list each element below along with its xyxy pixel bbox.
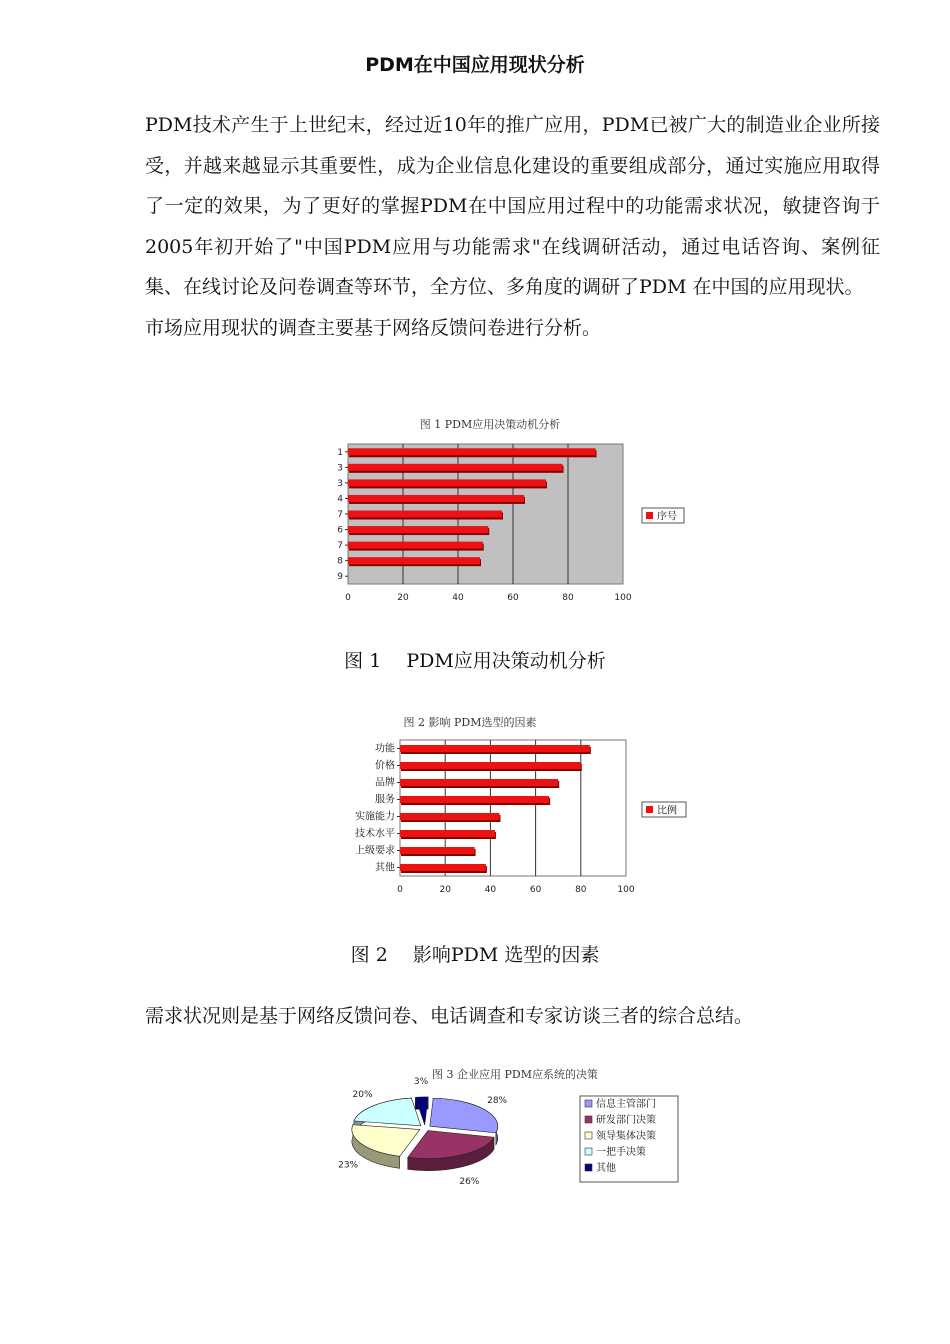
pie-slice-label: 23% <box>338 1160 359 1171</box>
bar <box>400 830 495 837</box>
legend <box>642 802 686 817</box>
y-category-label: 上级要求 <box>355 845 395 857</box>
pie-slice <box>354 1098 421 1126</box>
y-category-label: 3 <box>337 463 343 474</box>
bar <box>348 557 480 564</box>
y-category-label: 7 <box>337 510 343 520</box>
paragraph-demand <box>145 996 880 1037</box>
legend <box>580 1096 678 1182</box>
x-tick-label: 80 <box>575 885 587 895</box>
caption-figure-2: 图 2 影响PDM 选型的因素 <box>350 944 600 966</box>
y-category-label: 功能 <box>375 743 395 755</box>
x-tick-label: 40 <box>484 885 497 895</box>
bar <box>348 495 524 502</box>
y-category-label: 实施能力 <box>355 811 395 823</box>
legend-swatch <box>585 1100 592 1107</box>
x-tick-label: 60 <box>529 885 542 895</box>
y-category-label: 技术水平 <box>355 828 395 840</box>
y-category-label: 价格 <box>375 760 395 772</box>
chart-1-svg <box>330 410 690 615</box>
paragraph-demand-text: 需求状况则是基于网络反馈问卷、电话调查和专家访谈三者的综合总结。 <box>145 1005 754 1027</box>
caption-figure-1: 图 1 PDM应用决策动机分析 <box>344 650 606 672</box>
x-tick-label: 40 <box>452 593 464 603</box>
y-category-label: 1 <box>337 447 343 458</box>
legend-swatch <box>585 1164 592 1171</box>
bar <box>400 779 558 786</box>
legend <box>642 508 684 523</box>
y-category-label: 3 <box>337 478 343 489</box>
y-category-label: 品牌 <box>375 777 395 789</box>
pie-slice-label: 26% <box>459 1176 480 1187</box>
legend-swatch <box>585 1116 592 1123</box>
bar <box>400 762 581 769</box>
pie-slice-label: 20% <box>352 1090 373 1101</box>
pie-slice-label: 28% <box>487 1095 508 1106</box>
legend-label: 领导集体决策 <box>596 1131 656 1142</box>
chart-2-svg <box>330 708 700 908</box>
y-category-label: 8 <box>337 556 343 567</box>
bar <box>400 847 475 854</box>
legend-label: 研发部门决策 <box>596 1115 656 1126</box>
legend-label: 信息主管部门 <box>596 1099 656 1110</box>
legend-swatch <box>646 512 653 519</box>
x-tick-label: 100 <box>617 885 635 895</box>
chart-3 <box>330 1058 690 1193</box>
x-tick-label: 0 <box>397 885 403 895</box>
y-category-label: 4 <box>337 494 343 505</box>
bar <box>400 796 549 803</box>
x-tick-label: 0 <box>345 593 351 603</box>
bar <box>348 448 596 455</box>
legend-label: 其他 <box>596 1163 616 1174</box>
bar <box>400 864 486 871</box>
y-category-label: 服务 <box>375 794 395 806</box>
y-category-label: 9 <box>337 572 343 583</box>
legend-swatch <box>646 806 653 813</box>
body-text <box>145 105 880 348</box>
x-tick-label: 100 <box>614 593 632 603</box>
legend-swatch <box>585 1148 592 1155</box>
chart-1 <box>330 410 690 615</box>
x-tick-label: 80 <box>562 593 574 603</box>
bar <box>348 464 563 471</box>
x-tick-label: 60 <box>507 593 519 603</box>
bar <box>400 745 590 752</box>
chart-3-svg <box>330 1058 690 1193</box>
bar <box>348 542 483 549</box>
x-tick-label: 20 <box>439 885 451 895</box>
bar <box>400 813 499 820</box>
chart-title: 图 2 影响 PDM选型的因素 <box>403 716 537 729</box>
chart-2 <box>330 708 700 908</box>
pie-slice-label: 3% <box>413 1077 429 1088</box>
document-title: PDM在中国应用现状分析 <box>365 54 585 76</box>
legend-label: 比例 <box>657 805 677 817</box>
y-category-label: 其他 <box>375 862 395 874</box>
legend-swatch <box>585 1132 592 1139</box>
bar <box>348 526 488 533</box>
legend-label: 一把手决策 <box>596 1147 646 1158</box>
chart-title: 图 3 企业应用 PDM应系统的决策 <box>432 1068 598 1081</box>
bar <box>348 511 502 518</box>
paragraph-survey-basis: 市场应用现状的调查主要基于网络反馈问卷进行分析。 <box>145 316 602 339</box>
paragraph-intro: PDM技术产生于上世纪末，经过近10年的推广应用，PDM已被广大的制造业企业所接受，并越来越显示其重要性，成为企业信息化建设的重要组成部分，通过实施应用取得了一定的效果，为了更好的掌握PDM在中国应用过程中的功能需求状况，敏捷咨询于2005年初开始了"中国PDM应用与功能需求"在线调研活动，通过电话咨询、案例征集、在线讨论及问卷调查等环节，全方位、多角度的调研了PDM 在中国的应用现状。 <box>145 114 880 298</box>
y-category-label: 6 <box>337 525 343 536</box>
y-category-label: 7 <box>337 541 343 552</box>
bar <box>348 479 546 486</box>
chart-title: 图 1 PDM应用决策动机分析 <box>419 418 561 431</box>
legend-label: 序号 <box>657 511 677 523</box>
x-tick-label: 20 <box>397 593 409 603</box>
